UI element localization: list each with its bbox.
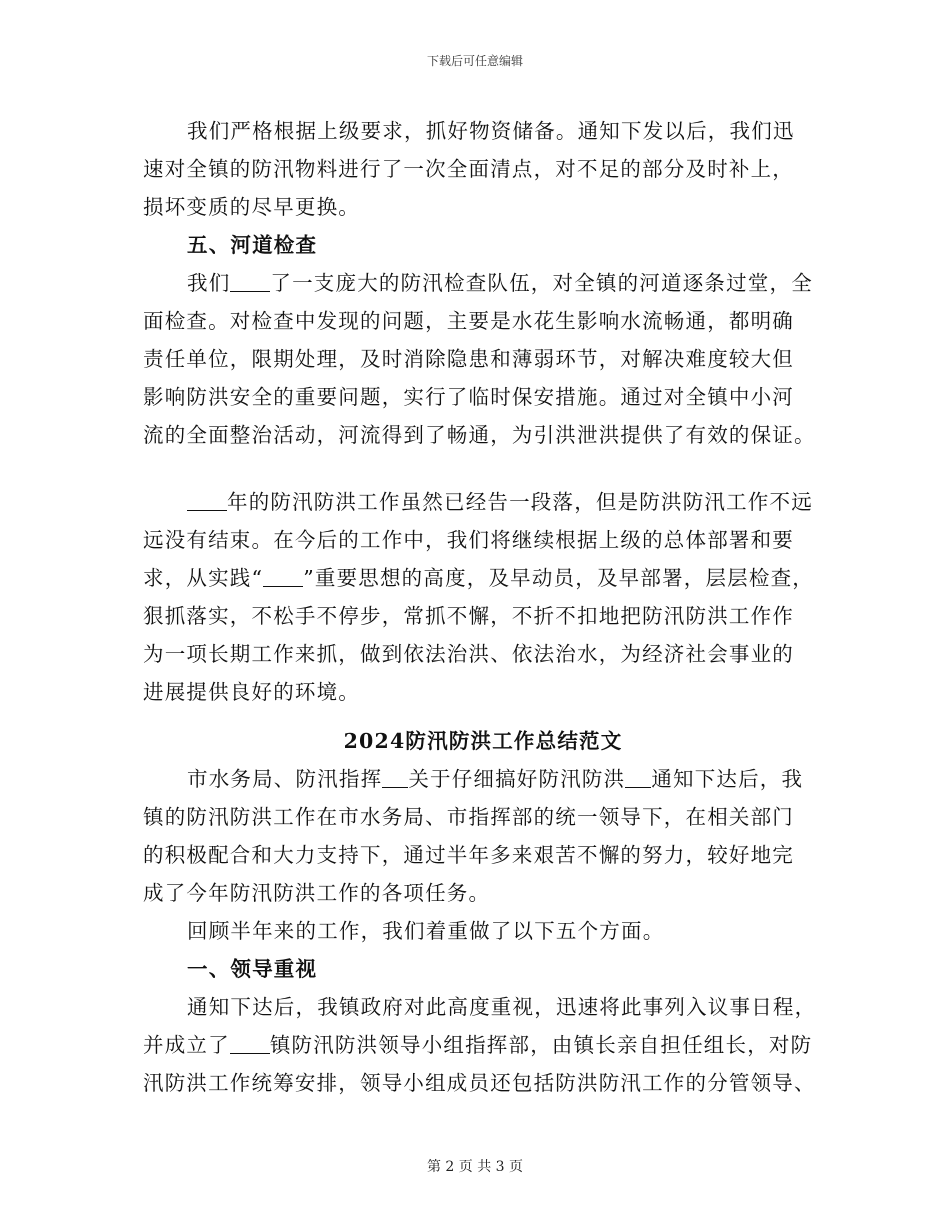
paragraph-line: 流的全面整治活动，河流得到了畅通，为引洪泄洪提供了有效的保证。 (143, 423, 816, 447)
text-fragment: 市水务局、防汛指挥 (187, 767, 383, 791)
fill-blank (263, 566, 303, 587)
paragraph-line: 通知下达后，我镇政府对此高度重视，迅速将此事列入议事日程， (187, 995, 817, 1019)
paragraph-line: 远没有结束。在今后的工作中，我们将继续根据上级的总体部署和要 (143, 528, 794, 552)
text-fragment: 镇防汛防洪领导小组指挥部，由镇长亲自担任组长，对防 (269, 1033, 813, 1057)
paragraph-line (143, 760, 823, 798)
text-fragment: 求，从实践“ (143, 566, 264, 590)
paragraph-line: 速对全镇的防汛物料进行了一次全面清点，对不足的部分及时补上， (143, 157, 794, 181)
fill-blank (625, 767, 651, 788)
text-fragment: 关于仔细搞好防汛防洪 (408, 767, 626, 791)
paragraph-line: 我们严格根据上级要求，抓好物资储备。通知下发以后，我们迅 (187, 119, 795, 143)
document-body (143, 112, 823, 1102)
fill-blank (382, 767, 408, 788)
paragraph-line (143, 483, 823, 521)
text-fragment: 通知下达后，我 (651, 767, 804, 791)
page-number: 第 2 页 共 3 页 (426, 1159, 524, 1175)
fill-blank (187, 490, 227, 511)
paragraph-line: 成了今年防汛防洪工作的各项任务。 (143, 881, 491, 905)
paragraph-line: 狠抓落实，不松手不停步，常抓不懈，不折不扣地把防汛防洪工作作 (143, 604, 794, 628)
paragraph-line: 汛防洪工作统筹安排，领导小组成员还包括防洪防汛工作的分管领导、 (143, 1071, 816, 1095)
paragraph-line (143, 1026, 823, 1064)
paragraph-gap (143, 454, 823, 483)
text-fragment: 了一支庞大的防汛检查队伍，对全镇的河道逐条过堂，全 (270, 271, 813, 295)
text-fragment: ”重要思想的高度，及早动员，及早部署，层层检查， (303, 566, 814, 590)
text-fragment: 年的防汛防洪工作虽然已经告一段落，但是防洪防汛工作不远 (227, 490, 813, 514)
paragraph-line: 进展提供良好的环境。 (143, 680, 360, 704)
paragraph-gap (143, 711, 823, 722)
paragraph-line: 面检查。对检查中发现的问题，主要是水花生影响水流畅通，都明确 (143, 309, 794, 333)
paragraph-line: 责任单位，限期处理，及时消除隐患和薄弱环节，对解决难度较大但 (143, 347, 794, 371)
fill-blank (230, 1033, 270, 1054)
fill-blank (230, 271, 270, 292)
paragraph-line (143, 264, 823, 302)
paragraph-line: 镇的防汛防洪工作在市水务局、市指挥部的统一领导下，在相关部门 (143, 805, 794, 829)
paragraph-line (143, 559, 823, 597)
article-title: 2024防汛防洪工作总结范文 (343, 729, 623, 753)
page-header-note: 下载后可任意编辑 (426, 54, 523, 68)
paragraph-line: 影响防洪安全的重要问题，实行了临时保安措施。通过对全镇中小河 (143, 385, 794, 409)
paragraph-line: 为一项长期工作来抓，做到依法治洪、依法治水，为经济社会事业的 (143, 642, 794, 666)
paragraph-line: 的积极配合和大力支持下，通过半年多来艰苦不懈的努力，较好地完 (143, 843, 794, 867)
section-heading: 一、领导重视 (187, 957, 318, 981)
paragraph-line: 损坏变质的尽早更换。 (143, 195, 360, 219)
text-fragment: 并成立了 (143, 1033, 230, 1057)
text-fragment: 我们 (187, 271, 231, 295)
paragraph-line: 回顾半年来的工作，我们着重做了以下五个方面。 (187, 919, 665, 943)
section-heading: 五、河道检查 (187, 233, 318, 257)
